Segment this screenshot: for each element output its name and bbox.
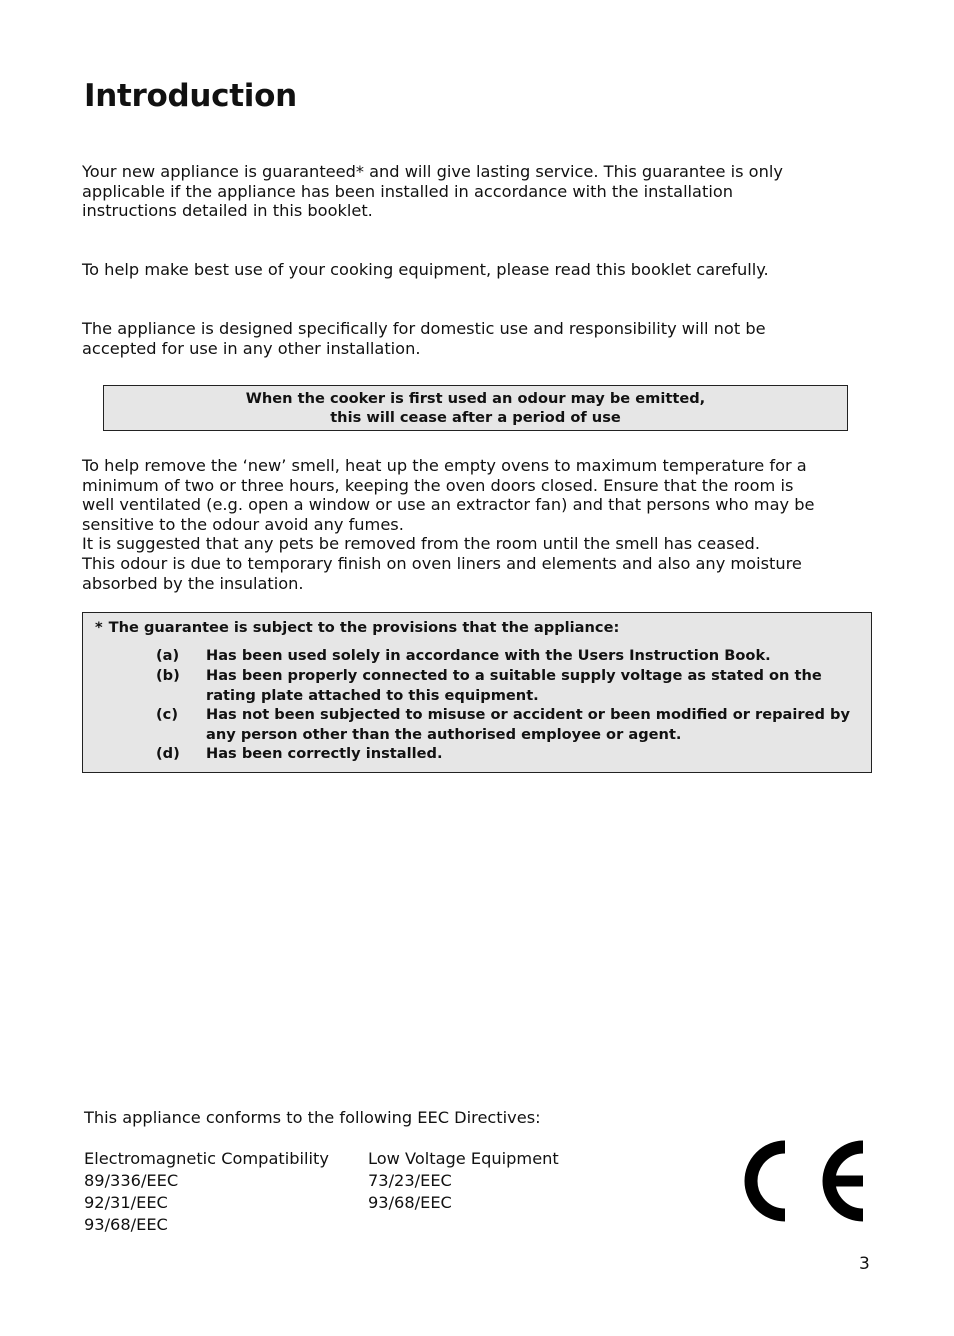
guarantee-item-text: Has been properly connected to a suitable supply voltage as stated on the rating plate attached to this equipment.: [206, 667, 822, 704]
directive-code: 92/31/EEC: [84, 1193, 168, 1212]
page-number: 3: [859, 1254, 870, 1274]
guarantee-item-label: (c): [156, 706, 178, 723]
page-title: Introduction: [84, 78, 297, 114]
guarantee-item-text: Has been used solely in accordance with the Users Instruction Book.: [206, 647, 771, 664]
directive-code: 93/68/EEC: [84, 1215, 168, 1234]
directive-heading: Electromagnetic Compatibility: [84, 1149, 329, 1168]
guarantee-intro: [95, 618, 619, 638]
ce-mark-icon: [736, 1134, 872, 1228]
domestic-use-paragraph: The appliance is designed specifically for domestic use and responsibility will not be accepted for use in any other installation.: [82, 319, 766, 358]
emc-directive-list: [84, 1148, 329, 1236]
guarantee-intro-text: The guarantee is subject to the provisions that the appliance:: [108, 619, 620, 636]
directive-heading: Low Voltage Equipment: [368, 1149, 559, 1168]
guarantee-item-label: (a): [156, 647, 180, 664]
guarantee-item-text: Has not been subjected to misuse or accident or been modified or repaired by any person other than the authorised employee or agent.: [206, 706, 850, 743]
directive-code: 89/336/EEC: [84, 1171, 179, 1190]
directive-code: 73/23/EEC: [368, 1171, 452, 1190]
lve-directive-list: [368, 1148, 559, 1214]
usage-paragraph: To help make best use of your cooking equipment, please read this booklet carefully.: [82, 260, 769, 279]
asterisk-marker: *: [95, 619, 103, 636]
odour-paragraph: To help remove the ‘new’ smell, heat up the empty ovens to maximum temperature for a minimum of two or three hours, keeping the oven doors closed. Ensure that the room is well ventilated (e.g. open a window or use an extractor fan) and that persons who may be sensitive to the odour avoid any fumes. It is suggested that any pets be removed from the room until the smell has ceased. This odour is due to temporary finish on oven liners and elements and also any moisture absorbed by the insulation.: [82, 456, 815, 593]
directive-code: 93/68/EEC: [368, 1193, 452, 1212]
eec-conformity-intro: This appliance conforms to the following EEC Directives:: [84, 1108, 541, 1127]
guarantee-conditions-box: [82, 612, 872, 773]
guarantee-item-label: (d): [156, 745, 180, 762]
guarantee-item-label: (b): [156, 667, 180, 684]
odour-notice-box: When the cooker is first used an odour may be emitted, this will cease after a period of use: [103, 385, 848, 431]
guarantee-paragraph: Your new appliance is guaranteed* and will give lasting service. This guarantee is only applicable if the appliance has been installed in accordance with the installation instructions detailed in this booklet.: [82, 162, 783, 221]
guarantee-item-text: Has been correctly installed.: [206, 745, 443, 762]
